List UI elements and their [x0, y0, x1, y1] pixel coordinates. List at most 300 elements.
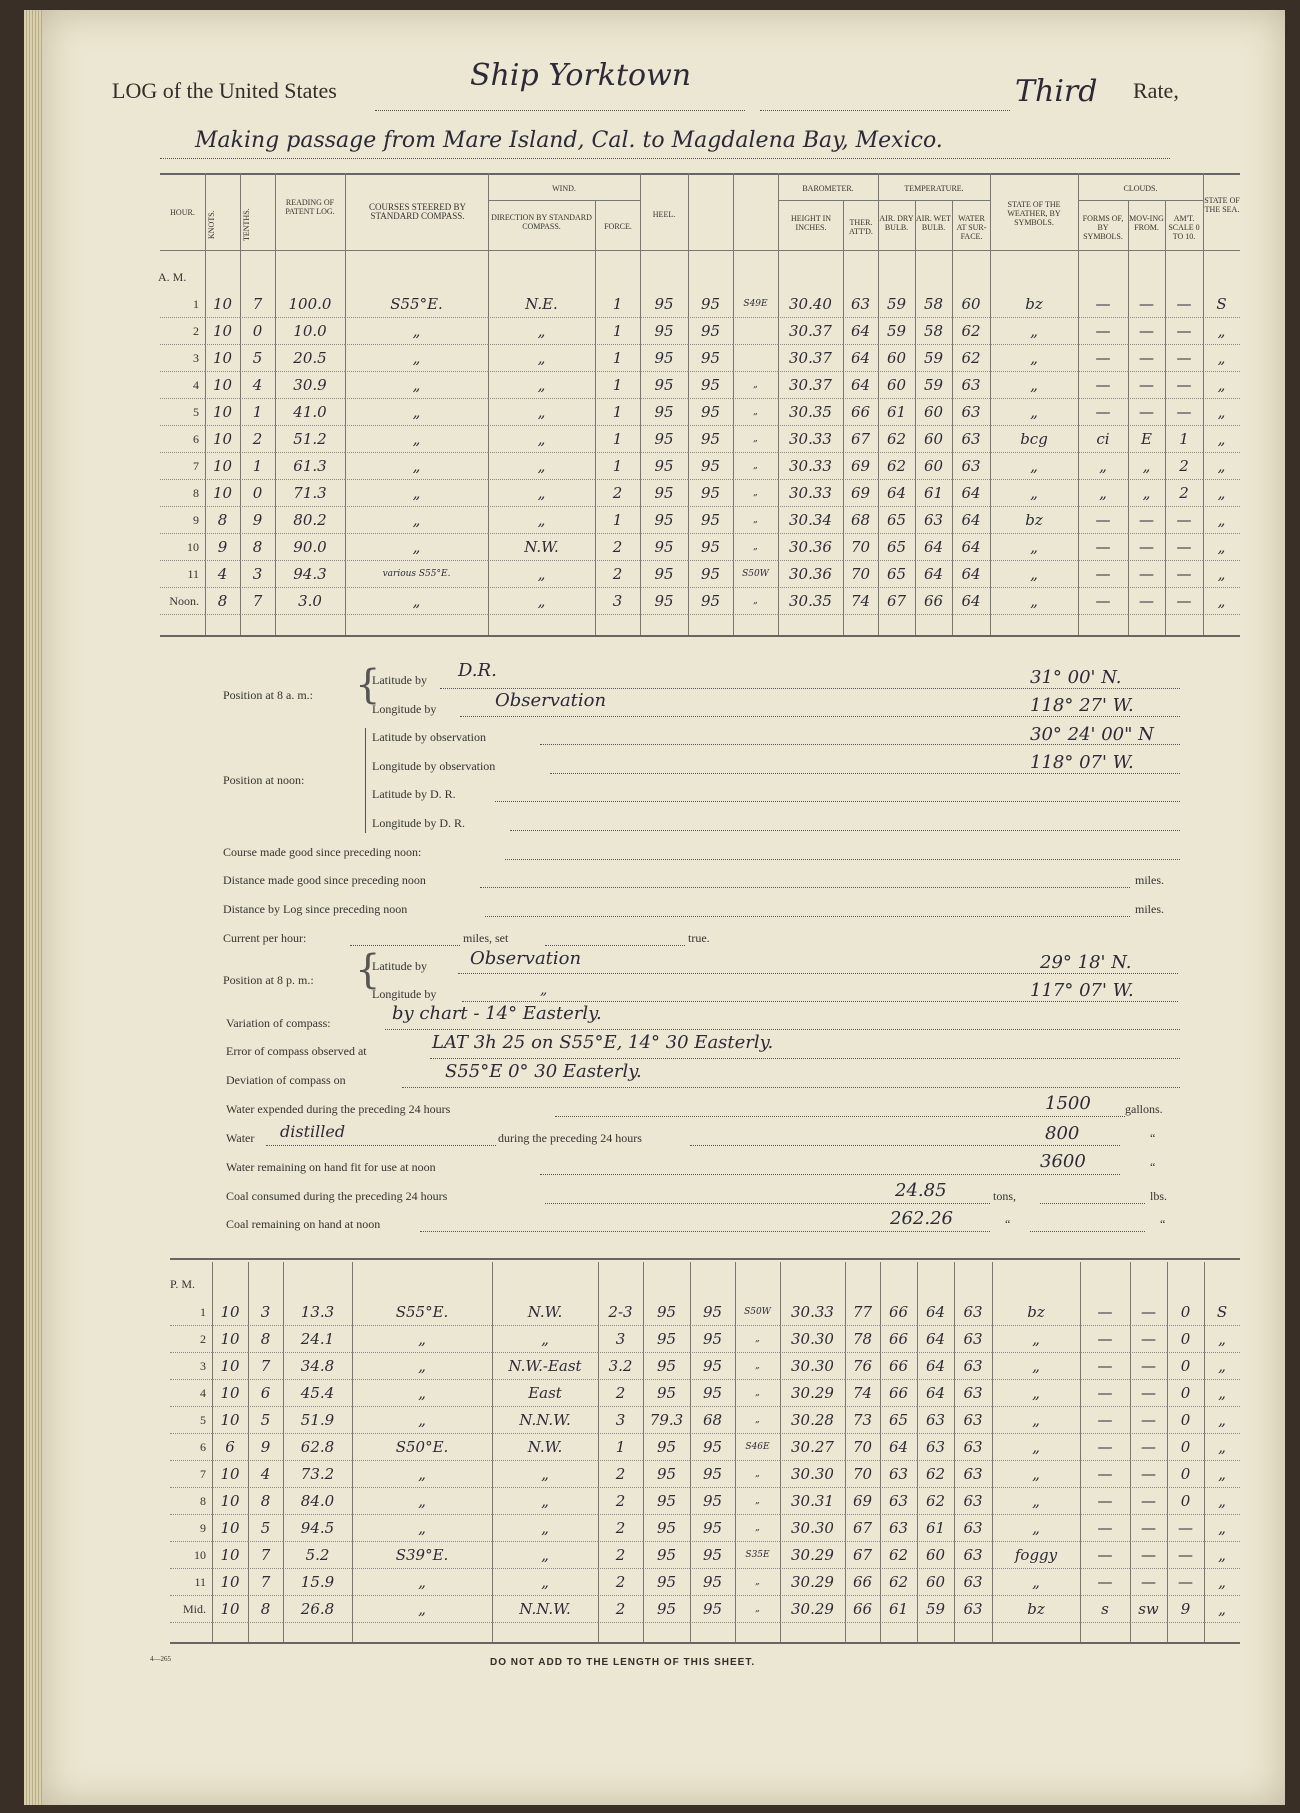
col-barometer: BAROMETER.	[802, 184, 854, 193]
cell-wind-force: 2	[598, 1542, 643, 1569]
cell-hour: Mid.	[170, 1596, 212, 1623]
cell-heel-c: „	[735, 1569, 780, 1596]
cell-tenths: 9	[240, 507, 275, 534]
cell-wind-direction: N.W.	[492, 1299, 598, 1326]
cell-knots: 10	[205, 318, 240, 345]
cell-air-wet: 62	[917, 1488, 954, 1515]
cell-air-wet: 60	[917, 1542, 954, 1569]
cell-weather: „	[992, 1434, 1080, 1461]
cell-course: „	[352, 1326, 492, 1353]
cell-baro-ther: 64	[843, 318, 878, 345]
cell-air-dry: 66	[880, 1380, 917, 1407]
cell-baro-height: 30.29	[780, 1380, 845, 1407]
cell-cloud-amount: —	[1165, 345, 1203, 372]
lon-dr-label: Longitude by D. R.	[372, 816, 465, 830]
cell-patent-log: 51.9	[283, 1407, 352, 1434]
cell-cloud-forms: —	[1078, 372, 1128, 399]
cell-patent-log: 24.1	[283, 1326, 352, 1353]
log-row	[170, 1326, 1240, 1353]
cell-course: „	[352, 1569, 492, 1596]
cell-heel-b: 95	[688, 453, 733, 480]
cell-knots: 10	[212, 1326, 248, 1353]
cell-knots: 10	[205, 399, 240, 426]
cell-knots: 10	[212, 1542, 248, 1569]
cell-air-dry: 65	[878, 561, 915, 588]
cell-wind-direction: „	[488, 507, 595, 534]
cell-heel-a: 95	[643, 1596, 690, 1623]
cell-heel-a: 95	[640, 372, 688, 399]
cell-weather: „	[992, 1461, 1080, 1488]
cell-tenths: 4	[240, 372, 275, 399]
cell-heel-c	[733, 345, 778, 372]
cell-cloud-forms: —	[1078, 345, 1128, 372]
cell-cloud-moving: sw	[1130, 1596, 1167, 1623]
cell-baro-height: 30.33	[778, 426, 843, 453]
cell-wind-direction: N.E.	[488, 291, 595, 318]
cell-heel-c: „	[733, 534, 778, 561]
cell-sea: „	[1204, 1569, 1240, 1596]
cell-tenths: 0	[240, 318, 275, 345]
cell-baro-ther: 67	[845, 1515, 880, 1542]
cell-baro-height: 30.28	[780, 1407, 845, 1434]
cell-wind-force: 2	[598, 1569, 643, 1596]
cell-cloud-amount: —	[1165, 534, 1203, 561]
cell-patent-log: 80.2	[275, 507, 345, 534]
cell-cloud-amount: —	[1165, 588, 1203, 615]
cell-course: S55°E.	[352, 1299, 492, 1326]
cell-baro-ther: 69	[843, 453, 878, 480]
cell-weather: „	[990, 561, 1078, 588]
cell-baro-ther: 76	[845, 1353, 880, 1380]
cell-wind-direction: N.W.	[492, 1434, 598, 1461]
col-weather: STATE OF THE WEATHER, BY SYMBOLS.	[1007, 200, 1061, 227]
cell-baro-height: 30.36	[778, 561, 843, 588]
cell-baro-ther: 69	[843, 480, 878, 507]
cell-heel-c: „	[733, 372, 778, 399]
cell-knots: 10	[205, 291, 240, 318]
cell-heel-c: S49E	[733, 291, 778, 318]
cell-cloud-moving: —	[1128, 345, 1165, 372]
log-title-label: LOG of the United States	[112, 78, 337, 103]
cell-cloud-moving: —	[1128, 561, 1165, 588]
cell-air-dry: 59	[878, 318, 915, 345]
cell-air-wet: 59	[917, 1596, 954, 1623]
cell-heel-b: 95	[690, 1299, 735, 1326]
cell-heel-a: 95	[643, 1542, 690, 1569]
cell-course: „	[345, 318, 488, 345]
cell-hour: 9	[170, 1515, 212, 1542]
cell-hour: 4	[160, 372, 205, 399]
cell-patent-log: 61.3	[275, 453, 345, 480]
coal-tons: tons,	[993, 1189, 1017, 1203]
cell-cloud-moving: —	[1128, 588, 1165, 615]
coal-consumed-label: Coal consumed during the preceding 24 hours	[226, 1189, 448, 1203]
cell-air-dry: 63	[880, 1488, 917, 1515]
col-cloud-forms: FORMS OF, BY SYMBOLS.	[1082, 214, 1124, 241]
cell-baro-height: 30.30	[780, 1461, 845, 1488]
log-row	[170, 1542, 1240, 1569]
cell-wind-direction: „	[488, 480, 595, 507]
cell-sea: „	[1203, 480, 1240, 507]
cell-wind-direction: „	[492, 1461, 598, 1488]
cell-knots: 6	[212, 1434, 248, 1461]
cell-baro-ther: 70	[843, 561, 878, 588]
cell-air-dry: 66	[880, 1326, 917, 1353]
cell-cloud-moving: —	[1130, 1488, 1167, 1515]
cell-cloud-amount: 0	[1167, 1461, 1204, 1488]
cell-hour: 2	[170, 1326, 212, 1353]
cell-air-dry: 63	[880, 1461, 917, 1488]
cell-air-wet: 63	[917, 1434, 954, 1461]
cell-tenths: 5	[248, 1515, 283, 1542]
rate-label: Rate,	[1133, 78, 1179, 103]
log-row	[160, 480, 1240, 507]
variation-label: Variation of compass:	[226, 1016, 331, 1030]
cell-heel-c: „	[735, 1488, 780, 1515]
cell-weather: „	[992, 1407, 1080, 1434]
cell-tenths: 9	[248, 1434, 283, 1461]
cell-heel-b: 95	[688, 291, 733, 318]
cell-heel-c: S50W	[733, 561, 778, 588]
cell-heel-b: 95	[688, 480, 733, 507]
cell-heel-a: 79.3	[643, 1407, 690, 1434]
cell-course: „	[345, 588, 488, 615]
cell-wind-force: 1	[595, 291, 640, 318]
cell-baro-height: 30.31	[780, 1488, 845, 1515]
cell-air-wet: 66	[915, 588, 952, 615]
cell-air-wet: 61	[917, 1515, 954, 1542]
cell-cloud-forms: —	[1080, 1569, 1130, 1596]
cell-heel-b: 95	[690, 1380, 735, 1407]
cell-heel-c: „	[735, 1380, 780, 1407]
cell-baro-height: 30.36	[778, 534, 843, 561]
cell-weather: bz	[992, 1299, 1080, 1326]
cell-water-temp: 63	[954, 1569, 992, 1596]
pos-noon-label: Position at noon:	[223, 773, 305, 787]
log-row	[160, 426, 1240, 453]
log-row	[170, 1299, 1240, 1326]
cell-wind-direction: N.N.W.	[492, 1596, 598, 1623]
cell-cloud-forms: —	[1080, 1434, 1130, 1461]
cell-heel-b: 95	[690, 1326, 735, 1353]
log-row	[160, 534, 1240, 561]
log-row	[170, 1488, 1240, 1515]
voyage-description: Making passage from Mare Island, Cal. to Magdalena Bay, Mexico.	[195, 128, 943, 153]
cell-cloud-forms: ci	[1078, 426, 1128, 453]
water-remaining-value: 3600	[1040, 1151, 1086, 1172]
cell-cloud-forms: —	[1080, 1515, 1130, 1542]
col-cloud-moving: MOV-ING FROM.	[1129, 214, 1164, 232]
cell-tenths: 1	[240, 399, 275, 426]
cell-air-dry: 60	[878, 345, 915, 372]
cell-patent-log: 94.3	[275, 561, 345, 588]
log-row	[170, 1515, 1240, 1542]
cell-heel-c: „	[733, 480, 778, 507]
cell-water-temp: 64	[952, 588, 990, 615]
lon-obs-label: Longitude by observation	[372, 759, 496, 773]
cell-heel-c: „	[735, 1515, 780, 1542]
cell-heel-b: 95	[690, 1461, 735, 1488]
cell-water-temp: 63	[954, 1380, 992, 1407]
cell-tenths: 8	[248, 1596, 283, 1623]
cell-knots: 4	[205, 561, 240, 588]
cell-hour: 10	[170, 1542, 212, 1569]
lon-8am-value: 118° 27' W.	[1030, 695, 1134, 716]
cell-baro-ther: 70	[843, 534, 878, 561]
cell-air-dry: 63	[880, 1515, 917, 1542]
form-number: 4—265	[150, 1655, 171, 1663]
cell-cloud-amount: —	[1165, 507, 1203, 534]
cell-baro-height: 30.33	[780, 1299, 845, 1326]
cell-sea: „	[1204, 1488, 1240, 1515]
cell-hour: 2	[160, 318, 205, 345]
cell-cloud-moving: —	[1130, 1326, 1167, 1353]
cell-air-dry: 59	[878, 291, 915, 318]
cell-weather: bz	[992, 1596, 1080, 1623]
cell-cloud-amount: —	[1167, 1515, 1204, 1542]
log-row	[160, 345, 1240, 372]
cell-baro-ther: 77	[845, 1299, 880, 1326]
log-row	[170, 1407, 1240, 1434]
lat-by-method: D.R.	[458, 660, 497, 681]
cell-wind-direction: N.W.-East	[492, 1353, 598, 1380]
cell-heel-c: „	[733, 453, 778, 480]
cell-sea: „	[1203, 399, 1240, 426]
cell-baro-ther: 67	[843, 426, 878, 453]
col-wind-force: FORCE.	[604, 222, 632, 231]
cell-course: „	[352, 1515, 492, 1542]
col-baro-ther: THER. ATT'D.	[849, 218, 873, 236]
cell-patent-log: 20.5	[275, 345, 345, 372]
cell-patent-log: 84.0	[283, 1488, 352, 1515]
cell-wind-force: 3	[598, 1326, 643, 1353]
cell-knots: 8	[205, 507, 240, 534]
log-row	[160, 291, 1240, 318]
cell-tenths: 7	[240, 588, 275, 615]
cell-wind-force: 2-3	[598, 1299, 643, 1326]
cell-sea: „	[1203, 561, 1240, 588]
cell-cloud-moving: —	[1130, 1299, 1167, 1326]
cell-cloud-forms: —	[1078, 588, 1128, 615]
cell-knots: 10	[212, 1488, 248, 1515]
cell-wind-direction: „	[488, 345, 595, 372]
cell-course: „	[345, 372, 488, 399]
cell-patent-log: 13.3	[283, 1299, 352, 1326]
cell-heel-a: 95	[643, 1569, 690, 1596]
cell-hour: 8	[160, 480, 205, 507]
cell-course: „	[345, 345, 488, 372]
cell-wind-force: 2	[598, 1380, 643, 1407]
cell-wind-force: 1	[595, 453, 640, 480]
coal-ditto-2: “	[1160, 1217, 1166, 1231]
cell-weather: „	[992, 1515, 1080, 1542]
cell-heel-c: „	[733, 399, 778, 426]
cell-baro-height: 30.30	[780, 1515, 845, 1542]
cell-tenths: 1	[240, 453, 275, 480]
cell-air-wet: 58	[915, 291, 952, 318]
lat-obs-label: Latitude by observation	[372, 730, 486, 744]
lon-by-pm-label: Longitude by	[372, 987, 437, 1001]
cell-heel-a: 95	[640, 453, 688, 480]
cell-heel-c: „	[735, 1407, 780, 1434]
pm-label: P. M.	[170, 1277, 196, 1291]
cell-course: S39°E.	[352, 1542, 492, 1569]
cell-cloud-forms: —	[1080, 1326, 1130, 1353]
cell-baro-height: 30.33	[778, 453, 843, 480]
cell-baro-height: 30.34	[778, 507, 843, 534]
cell-patent-log: 5.2	[283, 1542, 352, 1569]
col-heel: HEEL.	[652, 210, 676, 219]
cell-hour: 7	[170, 1461, 212, 1488]
cell-air-wet: 64	[917, 1299, 954, 1326]
cell-wind-force: 1	[595, 399, 640, 426]
cell-weather: bcg	[990, 426, 1078, 453]
cell-tenths: 8	[248, 1488, 283, 1515]
cell-cloud-moving: —	[1130, 1434, 1167, 1461]
cell-knots: 10	[205, 345, 240, 372]
cell-weather: „	[990, 534, 1078, 561]
cell-cloud-moving: —	[1128, 372, 1165, 399]
cell-water-temp: 63	[952, 399, 990, 426]
col-baro-height: HEIGHT IN INCHES.	[790, 214, 832, 232]
cell-wind-direction: N.W.	[488, 534, 595, 561]
cell-hour: 11	[170, 1569, 212, 1596]
cell-cloud-moving: —	[1128, 399, 1165, 426]
cell-cloud-moving: —	[1130, 1569, 1167, 1596]
cell-knots: 9	[205, 534, 240, 561]
cell-knots: 10	[212, 1380, 248, 1407]
cell-hour: 9	[160, 507, 205, 534]
cell-heel-a: 95	[643, 1380, 690, 1407]
cell-heel-a: 95	[640, 588, 688, 615]
cell-sea: „	[1204, 1461, 1240, 1488]
cell-weather: bz	[990, 507, 1078, 534]
cell-heel-a: 95	[643, 1326, 690, 1353]
deviation-value: S55°E 0° 30 Easterly.	[445, 1061, 642, 1082]
cell-patent-log: 34.8	[283, 1353, 352, 1380]
cell-water-temp: 64	[952, 534, 990, 561]
cell-course: „	[352, 1461, 492, 1488]
cell-cloud-amount: 0	[1167, 1299, 1204, 1326]
cell-wind-direction: „	[492, 1326, 598, 1353]
cell-hour: 8	[170, 1488, 212, 1515]
cell-weather: „	[990, 399, 1078, 426]
cell-air-wet: 60	[915, 399, 952, 426]
pos-8am-label: Position at 8 a. m.:	[223, 688, 313, 702]
cell-baro-ther: 74	[843, 588, 878, 615]
cell-heel-b: 68	[690, 1407, 735, 1434]
cell-air-wet: 58	[915, 318, 952, 345]
cell-knots: 10	[212, 1569, 248, 1596]
cell-heel-a: 95	[643, 1434, 690, 1461]
coal-ditto-1: “	[1005, 1217, 1011, 1231]
cell-wind-force: 2	[598, 1596, 643, 1623]
cell-heel-a: 95	[643, 1488, 690, 1515]
water-distilled-value: 800	[1045, 1123, 1080, 1144]
error-value: LAT 3h 25 on S55°E, 14° 30 Easterly.	[432, 1032, 774, 1053]
cell-hour: 4	[170, 1380, 212, 1407]
cell-sea: „	[1204, 1434, 1240, 1461]
cell-cloud-amount: 0	[1167, 1380, 1204, 1407]
cell-sea: „	[1203, 372, 1240, 399]
cell-heel-a: 95	[643, 1461, 690, 1488]
coal-remaining-label: Coal remaining on hand at noon	[226, 1217, 381, 1231]
cell-knots: 10	[205, 453, 240, 480]
cell-cloud-amount: 0	[1167, 1353, 1204, 1380]
col-air-dry: AIR. DRY BULB.	[879, 214, 914, 232]
cell-hour: 6	[170, 1434, 212, 1461]
cell-baro-ther: 78	[845, 1326, 880, 1353]
cell-wind-force: 1	[595, 345, 640, 372]
cell-heel-a: 95	[640, 426, 688, 453]
log-row	[170, 1569, 1240, 1596]
cell-baro-height: 30.29	[780, 1542, 845, 1569]
cell-baro-ther: 66	[845, 1569, 880, 1596]
cell-heel-b: 95	[690, 1434, 735, 1461]
col-sea: STATE OF THE SEA.	[1204, 196, 1240, 214]
cell-cloud-amount: 1	[1165, 426, 1203, 453]
cell-water-temp: 64	[952, 561, 990, 588]
cell-heel-b: 95	[688, 372, 733, 399]
cell-air-dry: 61	[878, 399, 915, 426]
cell-heel-b: 95	[690, 1353, 735, 1380]
water-label: Water	[226, 1131, 255, 1145]
cell-heel-c: „	[733, 588, 778, 615]
cell-patent-log: 73.2	[283, 1461, 352, 1488]
footer-note: DO NOT ADD TO THE LENGTH OF THIS SHEET.	[490, 1657, 756, 1668]
log-row	[170, 1380, 1240, 1407]
cell-wind-force: 2	[595, 534, 640, 561]
cell-wind-force: 3	[595, 588, 640, 615]
deviation-label: Deviation of compass on	[226, 1073, 346, 1087]
col-air-wet: AIR. WET BULB.	[916, 214, 951, 232]
col-tenths: TENTHS.	[242, 208, 251, 242]
cell-heel-c: S50W	[735, 1299, 780, 1326]
cell-weather: „	[990, 453, 1078, 480]
cell-knots: 10	[205, 426, 240, 453]
cell-hour: 11	[160, 561, 205, 588]
cell-tenths: 0	[240, 480, 275, 507]
cell-cloud-amount: 9	[1167, 1596, 1204, 1623]
cell-cloud-moving: —	[1128, 291, 1165, 318]
cell-heel-b: 95	[690, 1515, 735, 1542]
cell-knots: 10	[212, 1353, 248, 1380]
cell-cloud-moving: —	[1128, 507, 1165, 534]
cell-heel-c: „	[735, 1596, 780, 1623]
lat-8pm-value: 29° 18' N.	[1040, 952, 1132, 973]
cell-tenths: 3	[240, 561, 275, 588]
cell-air-wet: 59	[915, 372, 952, 399]
cell-baro-height: 30.37	[778, 372, 843, 399]
cell-patent-log: 100.0	[275, 291, 345, 318]
cell-knots: 10	[212, 1515, 248, 1542]
lon-8pm-value: 117° 07' W.	[1030, 980, 1134, 1001]
cell-cloud-forms: „	[1078, 453, 1128, 480]
cell-heel-c: „	[735, 1326, 780, 1353]
cell-cloud-forms: —	[1078, 291, 1128, 318]
cell-air-dry: 65	[878, 534, 915, 561]
cell-course: „	[345, 453, 488, 480]
cell-heel-b: 95	[688, 399, 733, 426]
cell-water-temp: 63	[954, 1299, 992, 1326]
cell-patent-log: 51.2	[275, 426, 345, 453]
cell-heel-c: „	[733, 507, 778, 534]
log-row	[160, 399, 1240, 426]
cell-wind-force: 2	[598, 1488, 643, 1515]
log-row	[160, 561, 1240, 588]
cell-sea: „	[1203, 318, 1240, 345]
cell-baro-height: 30.37	[778, 318, 843, 345]
